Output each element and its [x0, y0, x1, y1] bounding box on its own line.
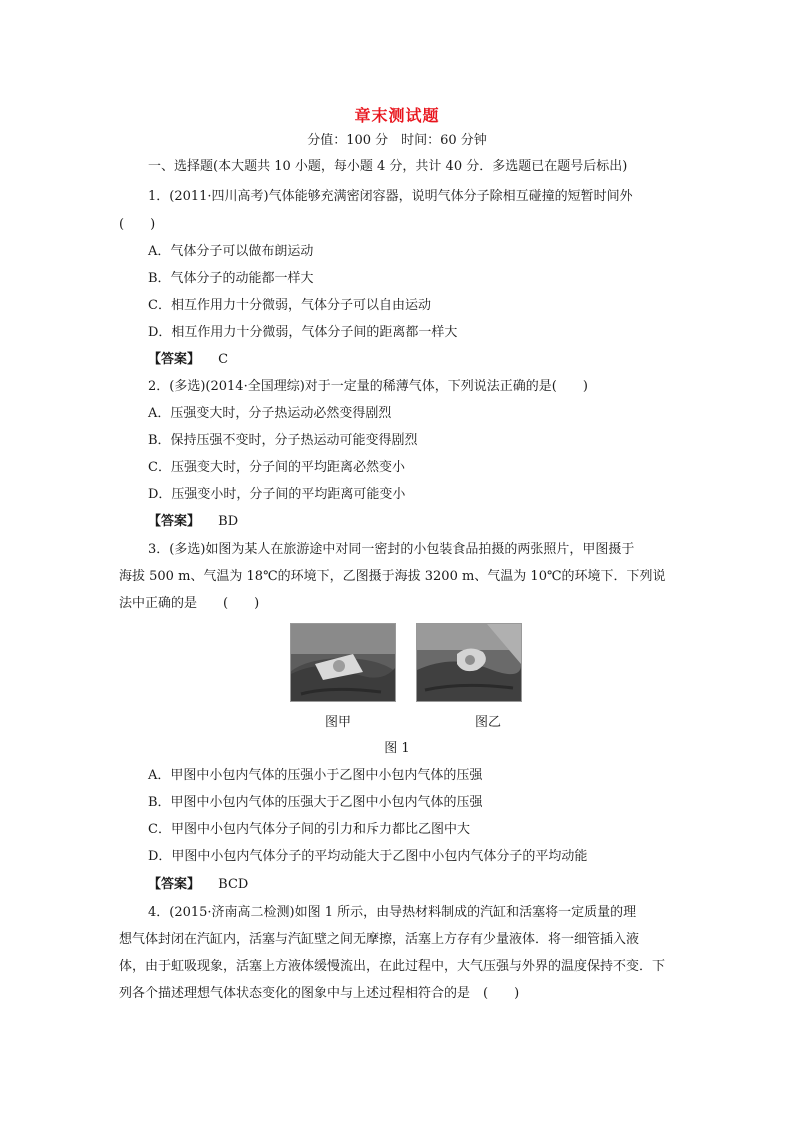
q4-stem-line2: 想气体封闭在汽缸内，活塞与汽缸壁之间无摩擦，活塞上方存有少量液体．将一细管插入液: [119, 932, 640, 947]
q2-option-c: C．压强变大时，分子间的平均距离必然变小: [148, 460, 405, 475]
q3-stem-line2: 海拔 500 m、气温为 18℃的环境下，乙图摄于海拔 3200 m、气温为 10℃的环境下．下列说: [119, 569, 666, 584]
q2-option-d: D．压强变小时，分子间的平均距离可能变小: [148, 487, 406, 502]
photo-jia: [290, 623, 396, 702]
answer-label: 【答案】: [148, 514, 201, 529]
page-title: 章末测试题: [354, 106, 440, 125]
q1-option-c: C．相互作用力十分微弱，气体分子可以自由运动: [148, 298, 431, 313]
section-header: 一、选择题(本大题共 10 小题，每小题 4 分，共计 40 分．多选题已在题号后标出): [148, 159, 628, 174]
answer-label: 【答案】: [148, 352, 201, 367]
q1-option-b: B．气体分子的动能都一样大: [148, 271, 314, 286]
q3-option-a: A．甲图中小包内气体的压强小于乙图中小包内气体的压强: [148, 768, 483, 783]
q2-option-b: B．保持压强不变时，分子热运动可能变得剧烈: [148, 433, 418, 448]
q2-answer: [148, 513, 238, 531]
q2-stem: 2．(多选)(2014·全国理综)对于一定量的稀薄气体，下列说法正确的是( ): [148, 379, 588, 394]
figure-label: 图 1: [384, 741, 410, 756]
q1-stem-line2: ( ): [119, 217, 156, 232]
q2-option-a: A．压强变大时，分子热运动必然变得剧烈: [148, 406, 392, 421]
q4-stem-line1: 4．(2015·济南高二检测)如图 1 所示，由导热材料制成的汽缸和活塞将一定质量的理: [148, 905, 637, 920]
q1-stem-line1: 1．(2011·四川高考)气体能够充满密闭容器，说明气体分子除相互碰撞的短暂时间外: [148, 189, 633, 204]
answer-value: BCD: [218, 877, 249, 892]
exam-meta: 分值：100 分 时间：60 分钟: [307, 133, 487, 148]
figure-caption-jia: 图甲: [325, 715, 352, 730]
q3-stem-line1: 3．(多选)如图为某人在旅游途中对同一密封的小包装食品拍摄的两张照片，甲图摄于: [148, 542, 635, 557]
q3-option-c: C．甲图中小包内气体分子间的引力和斥力都比乙图中大: [148, 822, 470, 837]
q3-option-d: D．甲图中小包内气体分子的平均动能大于乙图中小包内气体分子的平均动能: [148, 849, 588, 864]
answer-label: 【答案】: [148, 877, 201, 892]
q3-answer: [148, 876, 248, 894]
q4-stem-line3: 体，由于虹吸现象，活塞上方液体缓慢流出，在此过程中，大气压强与外界的温度保持不变．下: [119, 959, 666, 974]
figure-caption-yi: 图乙: [475, 715, 502, 730]
answer-value: C: [218, 352, 229, 367]
q3-option-b: B．甲图中小包内气体的压强大于乙图中小包内气体的压强: [148, 795, 483, 810]
answer-value: BD: [218, 514, 239, 529]
q4-stem-line4: 列各个描述理想气体状态变化的图象中与上述过程相符合的是 ( ): [119, 986, 520, 1001]
q1-option-d: D．相互作用力十分微弱，气体分子间的距离都一样大: [148, 325, 458, 340]
q1-option-a: A．气体分子可以做布朗运动: [148, 244, 314, 259]
q3-stem-line3: 法中正确的是 ( ): [119, 596, 260, 611]
q1-answer: [148, 351, 228, 369]
photo-yi: [416, 623, 522, 702]
